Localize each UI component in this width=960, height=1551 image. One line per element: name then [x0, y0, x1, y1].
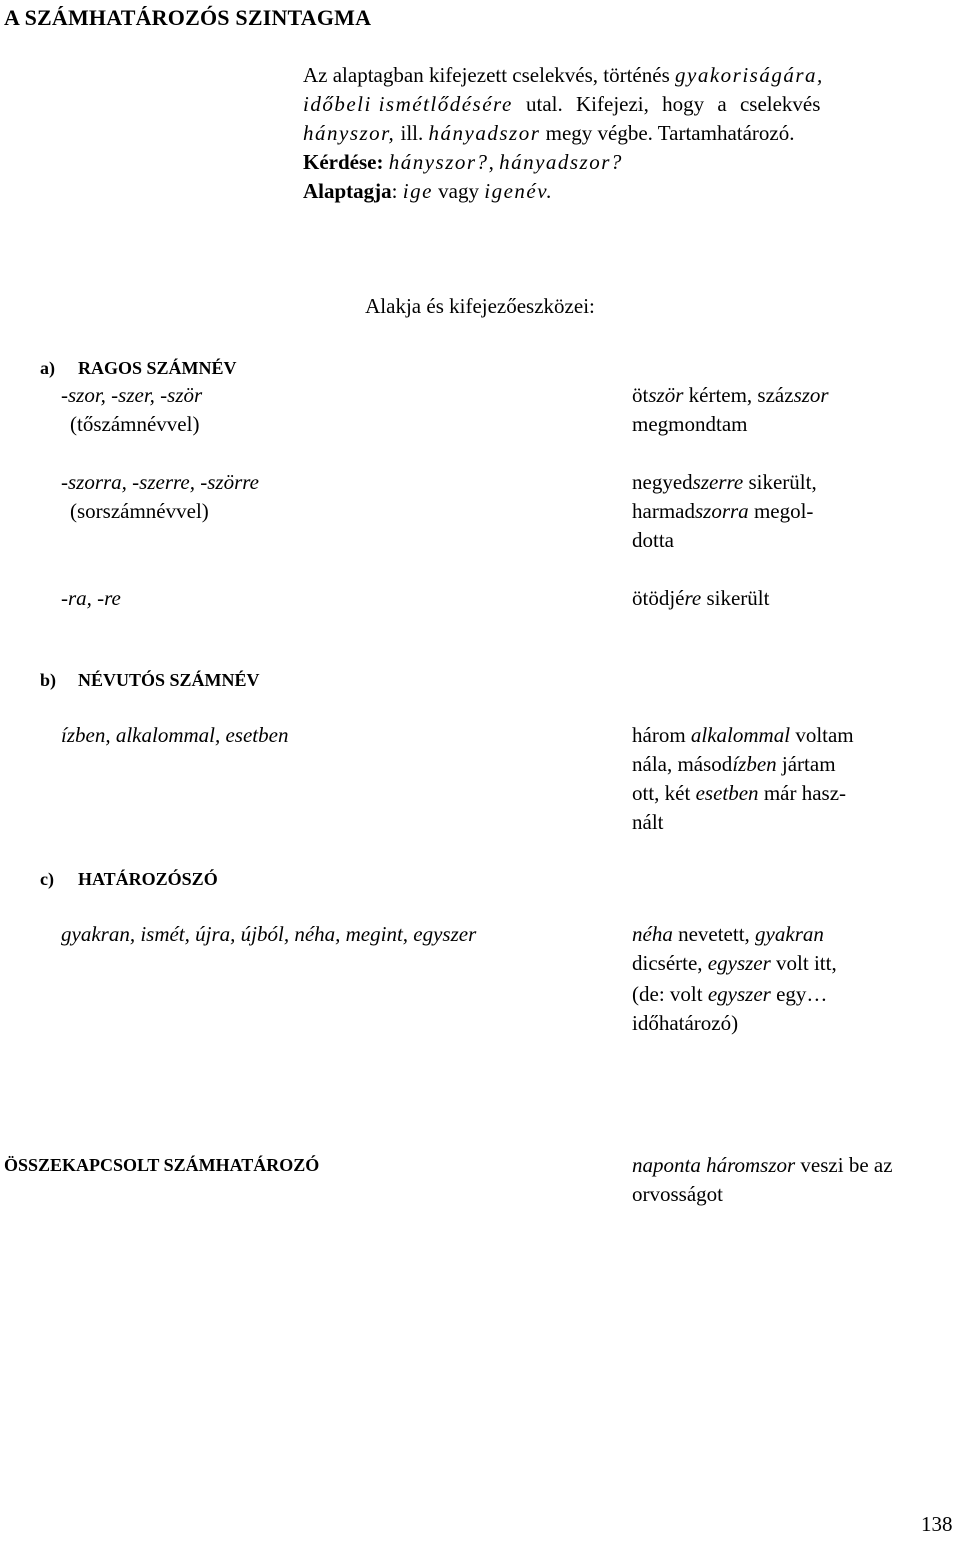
example-line	[632, 750, 836, 779]
intro-line-4	[303, 148, 623, 177]
example-emphasis: néha	[632, 922, 673, 946]
suffix-note: (tőszámnévvel)	[70, 412, 200, 436]
suffix-text: -szorra, -szerre, -szörre	[61, 470, 259, 494]
intro-text: Az alaptagban kifejezett cselekvés, történés	[303, 63, 675, 87]
example-text: ötödjé	[632, 586, 685, 610]
section-b-heading	[40, 670, 260, 691]
page-number: 138	[921, 1512, 953, 1536]
example-line	[632, 721, 854, 750]
example-emphasis: egyszer	[707, 951, 771, 975]
example-emphasis: ször	[648, 383, 684, 407]
section-letter: c)	[40, 869, 54, 889]
example-emphasis: szerre	[692, 470, 744, 494]
suffix-szorra	[61, 468, 259, 497]
example-emphasis: szor	[793, 383, 829, 407]
example-line: megmondtam	[632, 412, 748, 436]
intro-emphasis: hányadszor?	[499, 150, 623, 174]
suffix-text: -ra, -re	[61, 586, 121, 610]
section-c-heading	[40, 869, 218, 890]
example-emphasis: esetben	[695, 781, 759, 805]
example-line: dotta	[632, 528, 674, 552]
example-text: sikerült,	[743, 470, 817, 494]
postposition-text: ízben, alkalommal, esetben	[61, 723, 289, 747]
example-emphasis: egyszer	[707, 982, 771, 1006]
example-text: egy…	[770, 982, 828, 1006]
example-text: nála, másod	[632, 752, 733, 776]
example-emphasis: ízben	[732, 752, 777, 776]
example-line	[632, 1151, 893, 1180]
example-line	[632, 920, 824, 949]
intro-line-3	[303, 119, 795, 148]
example-text: negyed	[632, 470, 693, 494]
section-heading-text: RAGOS SZÁMNÉV	[78, 358, 237, 378]
intro-emphasis: gyakoriságára,	[675, 63, 824, 87]
example-text: dicsérte,	[632, 951, 708, 975]
intro-emphasis: ige	[402, 179, 433, 203]
example-line: nált	[632, 810, 664, 834]
example-emphasis: naponta háromszor	[632, 1153, 796, 1177]
intro-emphasis: hányszor,	[303, 121, 396, 145]
intro-line-2	[303, 90, 820, 119]
intro-text: vagy	[432, 179, 485, 203]
intro-line-1	[303, 61, 824, 90]
section-heading-text: HATÁROZÓSZÓ	[78, 869, 218, 889]
intro-emphasis: hányszor?	[388, 150, 489, 174]
suffix-szor	[61, 381, 202, 410]
example-line	[632, 980, 827, 1009]
adverb-list	[61, 920, 476, 949]
example-text: (de: volt	[632, 982, 708, 1006]
intro-text: ,	[488, 150, 500, 174]
suffix-note: (sorszámnévvel)	[70, 499, 209, 523]
section-title: Alakja és kifejezőeszközei:	[365, 294, 595, 318]
example-line	[632, 468, 817, 497]
intro-text: utal. Kifejezi, hogy a cselekvés	[512, 92, 821, 116]
section-letter: a)	[40, 358, 55, 378]
intro-emphasis: időbeli ismétlődésére	[303, 92, 513, 116]
section-a-heading	[40, 358, 237, 379]
question-label: Kérdése:	[303, 150, 384, 174]
example-line	[632, 497, 813, 526]
suffix-text: -szor, -szer, -ször	[61, 383, 203, 407]
example-text: harmad	[632, 499, 695, 523]
adverb-text: gyakran, ismét, újra, újból, néha, megint, egyszer	[61, 922, 477, 946]
example-emphasis: re	[684, 586, 702, 610]
example-text: nevetett,	[672, 922, 756, 946]
intro-line-5	[303, 177, 553, 206]
example-text: ott, két	[632, 781, 696, 805]
example-emphasis: szorra	[694, 499, 749, 523]
example-line	[632, 584, 769, 613]
intro-text: megy végbe. Tartamhatározó.	[540, 121, 795, 145]
example-text: három	[632, 723, 691, 747]
intro-emphasis: hányadszor	[428, 121, 541, 145]
page-title: A SZÁMHATÁROZÓS SZINTAGMA	[4, 5, 372, 30]
example-text: voltam	[790, 723, 854, 747]
example-text: veszi be az	[795, 1153, 893, 1177]
example-line	[632, 779, 846, 808]
section-heading-text: NÉVUTÓS SZÁMNÉV	[78, 670, 260, 690]
intro-text: ill.	[395, 121, 429, 145]
compound-heading: ÖSSZEKAPCSOLT SZÁMHATÁROZÓ	[4, 1155, 320, 1175]
example-line: orvosságot	[632, 1182, 723, 1206]
example-line	[632, 381, 829, 410]
postposition-list	[61, 721, 288, 750]
example-text: már hasz-	[758, 781, 847, 805]
example-text: jártam	[776, 752, 836, 776]
example-text: sikerült	[701, 586, 770, 610]
example-emphasis: gyakran	[755, 922, 824, 946]
example-emphasis: alkalommal	[690, 723, 791, 747]
example-line	[632, 949, 837, 978]
suffix-ra	[61, 584, 121, 613]
example-text: volt itt,	[770, 951, 837, 975]
example-text: kértem, száz	[683, 383, 794, 407]
example-text: öt	[632, 383, 649, 407]
section-letter: b)	[40, 670, 57, 690]
base-label: Alaptagja	[303, 179, 392, 203]
intro-text: :	[391, 179, 403, 203]
example-text: megol-	[748, 499, 814, 523]
intro-emphasis: igenév.	[484, 179, 554, 203]
example-line: időhatározó)	[632, 1011, 739, 1035]
